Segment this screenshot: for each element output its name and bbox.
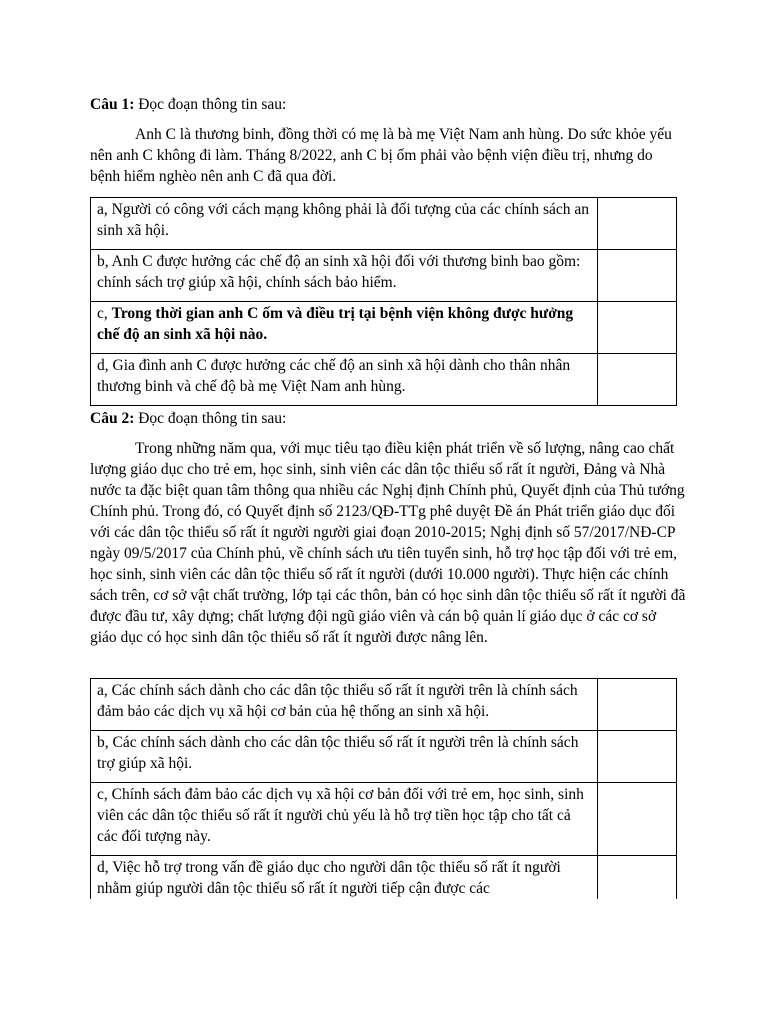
question-2-passage: Trong những năm qua, với mục tiêu tạo điều kiện phát triển về số lượng, nâng cao chất lượng giáo dục cho trẻ em, học sinh, sinh viên các dân tộc thiểu số rất ít người, Đảng và Nhà nước ta đặc biệt quan tâm thông qua nhiều các Nghị định Chính phủ, Quyết định của Thủ tướng Chính phủ. Trong đó, có Quyết định số 2123/QĐ-TTg phê duyệt Đề án Phát triển giáo dục đối với các dân tộc thiểu số rất ít người người giai đoạn 2010-2015; Nghị định số 57/2017/NĐ-CP ngày 09/5/2017 của Chính phủ, về chính sách ưu tiên tuyển sinh, hỗ trợ học tập đối với trẻ em, học sinh, sinh viên các dân tộc thiểu số rất ít người (dưới 10.000 người). Thực hiện các chính sách trên, cơ sở vật chất trường, lớp tại các thôn, bản có học sinh dân tộc thiểu số rất ít người đã được đầu tư, xây dựng; chất lượng đội ngũ giáo viên và cán bộ quản lí giáo dục ở các cơ sở giáo dục có học sinh dân tộc thiểu số rất ít người được nâng lên. [90, 440, 686, 646]
option-cell [91, 302, 598, 354]
option-cell [91, 679, 598, 731]
option-prefix: b, [97, 734, 113, 751]
answer-cell[interactable] [598, 679, 677, 731]
answer-cell[interactable] [598, 198, 677, 250]
option-cell [91, 783, 598, 856]
table-row [91, 731, 677, 783]
option-prefix: c, [97, 305, 112, 322]
table-row [91, 856, 677, 900]
table-row [91, 354, 677, 406]
table-row [91, 783, 677, 856]
option-text: Anh C được hưởng các chế độ an sinh xã hội đối với thương binh bao gồm: chính sách trợ giúp xã hội, chính sách bảo hiểm. [97, 253, 581, 291]
option-prefix: a, [97, 682, 112, 699]
question-1-prompt: Đọc đoạn thông tin sau: [138, 96, 287, 113]
question-2-prompt: Đọc đoạn thông tin sau: [138, 410, 287, 427]
table-row [91, 679, 677, 731]
question-1-heading [90, 94, 286, 115]
option-prefix: d, [97, 357, 113, 374]
table-row [91, 250, 677, 302]
option-prefix: a, [97, 201, 112, 218]
question-2-label: Câu 2: [90, 410, 135, 427]
option-cell [91, 856, 598, 900]
answer-cell[interactable] [598, 856, 677, 900]
answer-cell[interactable] [598, 302, 677, 354]
option-cell [91, 354, 598, 406]
question-1-label: Câu 1: [90, 96, 135, 113]
option-cell [91, 250, 598, 302]
option-text: Gia đình anh C được hưởng các chế độ an sinh xã hội dành cho thân nhân thương binh và chế độ bà mẹ Việt Nam anh hùng. [97, 357, 571, 395]
option-text: Việc hỗ trợ trong vấn đề giáo dục cho người dân tộc thiểu số rất ít người nhằm giúp người dân tộc thiểu số rất ít người tiếp cận được các [97, 859, 561, 897]
table-row [91, 198, 677, 250]
question-1-passage: Anh C là thương binh, đồng thời có mẹ là bà mẹ Việt Nam anh hùng. Do sức khỏe yếu nên anh C không đi làm. Tháng 8/2022, anh C bị ốm phải vào bệnh viện điều trị, nhưng do bệnh hiểm nghèo nên anh C đã qua đời. [90, 126, 672, 185]
answer-cell[interactable] [598, 731, 677, 783]
option-cell [91, 731, 598, 783]
option-text: Các chính sách dành cho các dân tộc thiểu số rất ít người trên là chính sách đảm bảo các dịch vụ xã hội cơ bản của hệ thống an sinh xã hội. [97, 682, 578, 720]
table-row [91, 302, 677, 354]
option-text: Chính sách đảm bảo các dịch vụ xã hội cơ bản đối với trẻ em, học sinh, sinh viên các dân tộc thiểu số rất ít người chủ yếu là hỗ trợ tiền học tập cho tất cả các đối tượng này. [97, 786, 584, 845]
question-1-options-table [90, 197, 677, 406]
option-prefix: c, [97, 786, 112, 803]
question-2-options-table [90, 678, 677, 899]
option-text: Trong thời gian anh C ốm và điều trị tại bệnh viện không được hưởng chế độ an sinh xã hội nào. [97, 305, 574, 343]
option-text: Các chính sách dành cho các dân tộc thiểu số rất ít người trên là chính sách trợ giúp xã hội. [97, 734, 579, 772]
answer-cell[interactable] [598, 354, 677, 406]
answer-cell[interactable] [598, 783, 677, 856]
option-text: Người có công với cách mạng không phải là đối tượng của các chính sách an sinh xã hội. [97, 201, 590, 239]
option-prefix: b, [97, 253, 112, 270]
option-prefix: d, [97, 859, 113, 876]
question-2-heading [90, 408, 286, 429]
option-cell [91, 198, 598, 250]
answer-cell[interactable] [598, 250, 677, 302]
